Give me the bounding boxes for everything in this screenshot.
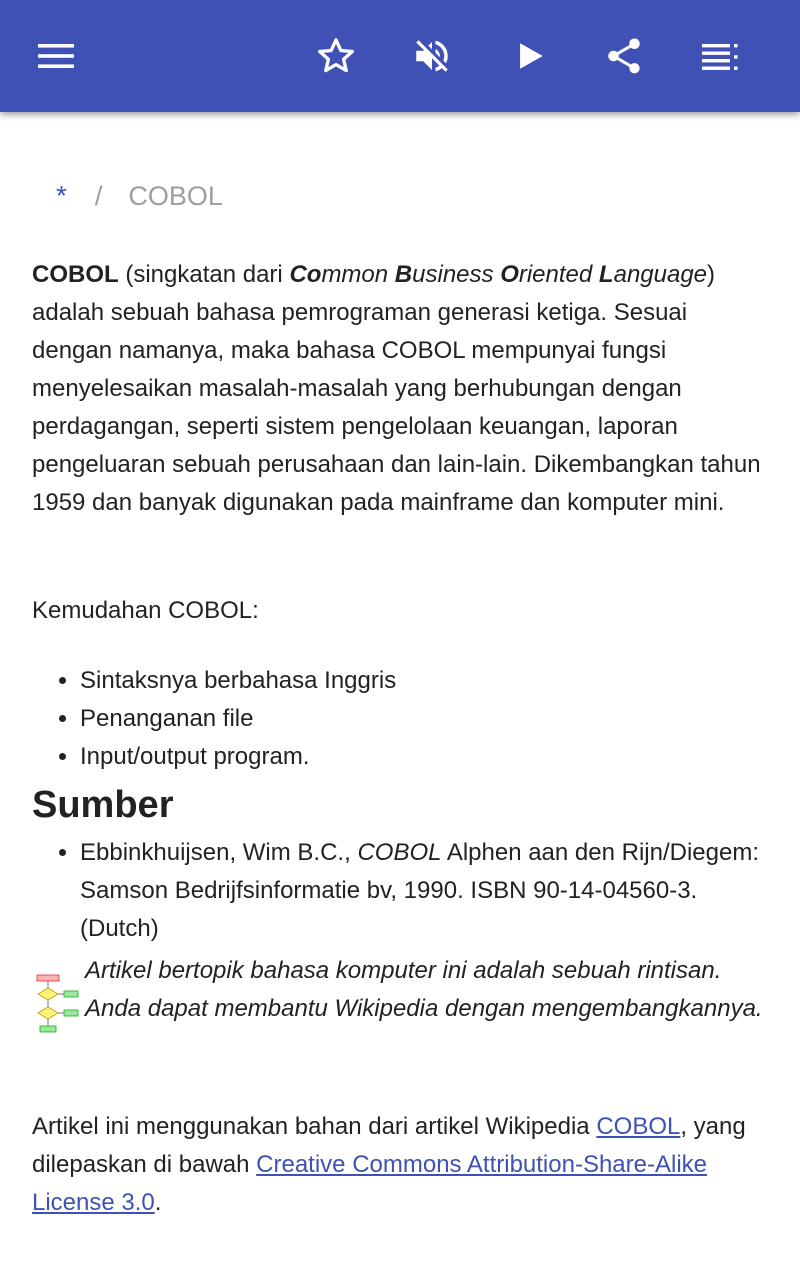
flowchart-icon xyxy=(32,974,82,1036)
table-of-contents-button[interactable] xyxy=(692,28,748,84)
breadcrumb-separator: / xyxy=(94,180,103,211)
share-button[interactable] xyxy=(596,28,652,84)
intro-text: (singkatan dari xyxy=(118,261,290,288)
list-item: • Input/output program. xyxy=(80,738,768,776)
app-toolbar xyxy=(0,0,800,112)
source-title: COBOL xyxy=(357,839,442,866)
intro-body: ) adalah sebuah bahasa pemrograman generasi ketiga. Sesuai dengan namanya, maka bahasa COBOL mempunyai fungsi menyelesaikan masalah-masalah yang berhubungan dengan perdagangan, seperti sistem pengelolaan keuangan, laporan pengeluaran sebuah perusahaan dan lain-lain. Dikembangkan tahun 1959 dan banyak digunakan pada mainframe dan komputer mini. xyxy=(32,261,761,516)
license-paragraph: Artikel ini menggunakan bahan dari artikel Wikipedia COBOL, yang dilepaskan di bawah Creative Commons Attribution-Share-Alike License 3.0. xyxy=(32,1113,746,1216)
mute-button[interactable] xyxy=(404,28,460,84)
breadcrumb xyxy=(56,180,223,212)
volume-off-icon xyxy=(411,35,453,77)
breadcrumb-home-link[interactable]: * xyxy=(56,180,67,211)
stub-notice-text: Artikel bertopik bahasa komputer ini adalah sebuah rintisan. Anda dapat membantu Wikipedia dengan mengembangkannya. xyxy=(85,957,763,1022)
list-item: • Sintaksnya berbahasa Inggris xyxy=(80,662,768,700)
stub-notice xyxy=(32,952,768,1072)
menu-button[interactable] xyxy=(28,28,84,84)
wikipedia-article-link[interactable]: COBOL xyxy=(596,1113,681,1140)
play-button[interactable] xyxy=(502,28,558,84)
star-outline-icon xyxy=(315,35,357,77)
license-link[interactable]: Creative Commons Attribution-Share-Alike License 3.0 xyxy=(32,1151,707,1216)
source-item: • Ebbinkhuijsen, Wim B.C., COBOL Alphen aan den Rijn/Diegem: Samson Bedrijfsinformatie bv, 1990. ISBN 90-14-04560-3. (Dutch) xyxy=(80,834,768,948)
hamburger-menu-icon xyxy=(36,41,76,71)
breadcrumb-current: COBOL xyxy=(128,180,223,211)
share-icon xyxy=(603,35,645,77)
intro-paragraph xyxy=(32,256,768,522)
article-term: COBOL xyxy=(32,261,119,288)
list-item: • Penanganan file xyxy=(80,700,768,738)
list-menu-icon xyxy=(700,41,740,71)
sources-list xyxy=(32,834,768,948)
sources-heading: Sumber xyxy=(32,784,174,826)
ease-list xyxy=(32,662,768,776)
acronym-expansion: Common Business Oriented Language xyxy=(289,261,708,288)
bookmark-button[interactable] xyxy=(308,28,364,84)
ease-heading: Kemudahan COBOL: xyxy=(32,597,259,624)
play-icon xyxy=(513,39,547,73)
